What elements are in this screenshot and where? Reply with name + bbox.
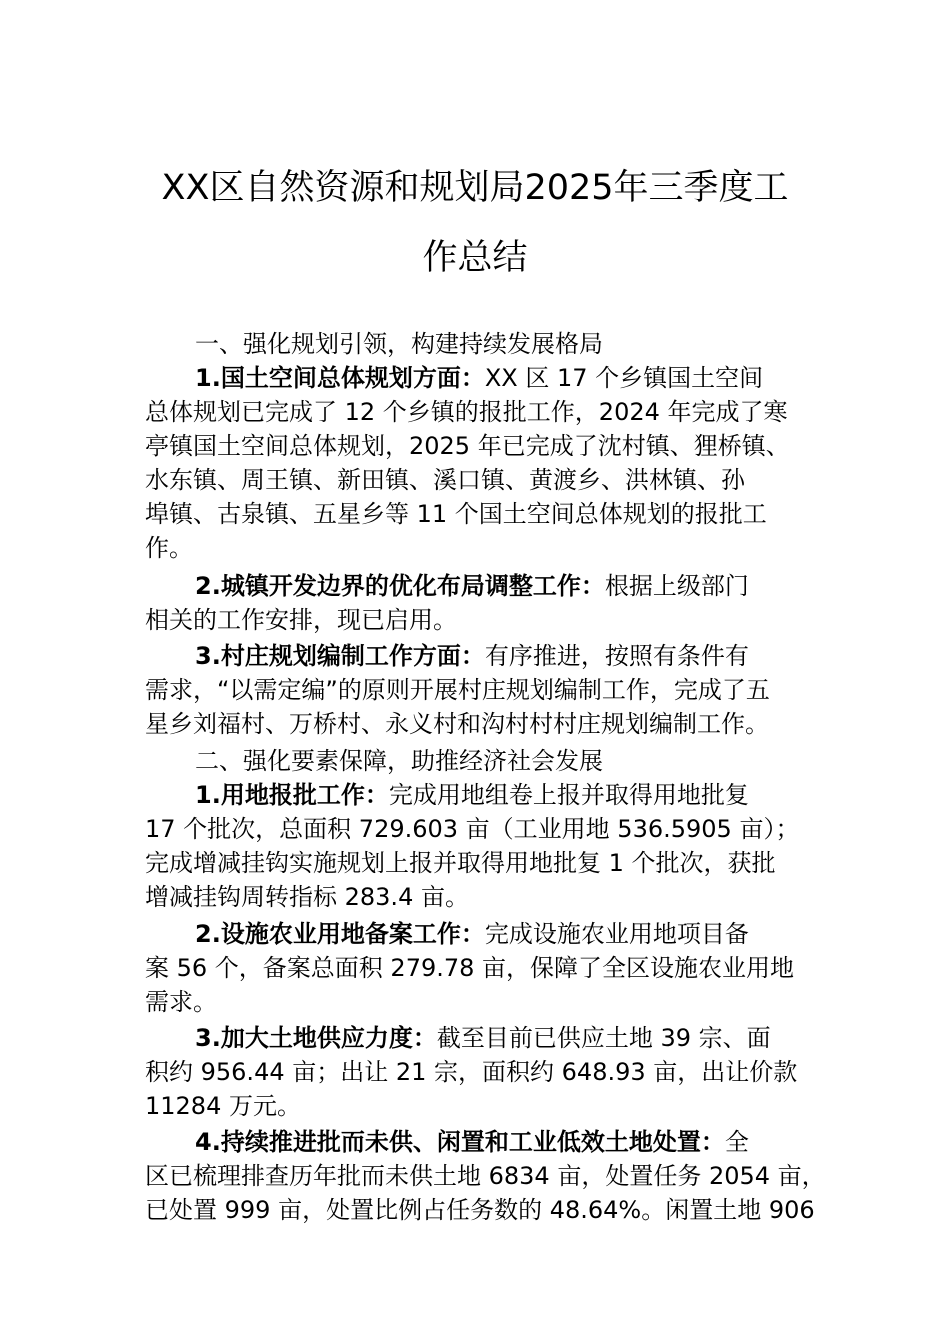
section-1-item-1-line-3: 亭镇国土空间总体规划，2025 年已完成了沈村镇、狸桥镇、	[145, 432, 790, 460]
section-2-item-2-line-2: 案 56 个，备案总面积 279.78 亩，保障了全区设施农业用地	[145, 954, 795, 982]
section-2-item-1-line-1	[195, 778, 885, 812]
section-1-item-1-line-1	[195, 361, 885, 395]
section-2-item-3-label: 3.加大土地供应力度：	[195, 1024, 437, 1052]
section-2-item-3-line-2: 积约 956.44 亩；出让 21 宗，面积约 648.93 亩，出让价款	[145, 1058, 798, 1086]
section-1-item-2-line-2: 相关的工作安排，现已启用。	[145, 606, 457, 634]
section-2-heading: 二、强化要素保障，助推经济社会发展	[195, 747, 603, 775]
section-1-item-3-line-3: 星乡刘福村、万桥村、永义村和沟村村村庄规划编制工作。	[145, 710, 769, 738]
section-1-heading: 一、强化规划引领，构建持续发展格局	[195, 330, 603, 358]
section-2-item-4-line-2: 区已梳理排查历年批而未供土地 6834 亩，处置任务 2054 亩，	[145, 1162, 826, 1190]
document-title-line-2: 作总结	[422, 238, 528, 278]
section-2-item-2-text: 完成设施农业用地项目备	[484, 920, 749, 948]
section-2-item-2-line-1	[195, 917, 885, 951]
section-2-item-2-line-3: 需求。	[145, 988, 217, 1016]
section-1-item-1-line-5: 埠镇、古泉镇、五星乡等 11 个国土空间总体规划的报批工	[145, 500, 767, 528]
section-1-item-1-line-4: 水东镇、周王镇、新田镇、溪口镇、黄渡乡、洪林镇、孙	[145, 466, 745, 494]
section-1-item-1-label: 1.国土空间总体规划方面：	[195, 364, 485, 392]
section-2-item-1-line-3: 完成增减挂钩实施规划上报并取得用地批复 1 个批次，获批	[145, 849, 776, 877]
section-1-item-3-line-2: 需求，“以需定编”的原则开展村庄规划编制工作，完成了五	[145, 676, 770, 704]
section-1-item-2-line-1	[195, 569, 885, 603]
section-2-item-2-label: 2.设施农业用地备案工作：	[195, 920, 485, 948]
section-2-item-1-line-4: 增减挂钩周转指标 283.4 亩。	[145, 883, 469, 911]
section-2-item-3-text: 截至目前已供应土地 39 宗、面	[436, 1024, 771, 1052]
section-2-item-4-text: 全	[724, 1128, 749, 1156]
section-2-item-1-text: 完成用地组卷上报并取得用地批复	[388, 781, 749, 809]
document-title-line-1: XX区自然资源和规划局2025年三季度工	[161, 168, 789, 208]
section-2-item-3-line-3: 11284 万元。	[145, 1092, 301, 1120]
section-2-item-3-line-1	[195, 1021, 885, 1055]
section-1-item-1-text: XX 区 17 个乡镇国土空间	[484, 364, 764, 392]
section-2-item-1-line-2: 17 个批次，总面积 729.603 亩（工业用地 536.5905 亩）；	[145, 815, 800, 843]
section-1-item-1-line-6: 作。	[145, 534, 193, 562]
section-1-item-2-text: 根据上级部门	[604, 572, 749, 600]
section-2-item-4-line-1	[195, 1125, 885, 1159]
section-1-item-2-label: 2.城镇开发边界的优化布局调整工作：	[195, 572, 605, 600]
section-1-item-3-text: 有序推进，按照有条件有	[484, 642, 749, 670]
section-1-item-3-line-1	[195, 639, 885, 673]
section-2-item-1-label: 1.用地报批工作：	[195, 781, 389, 809]
section-1-item-1-line-2: 总体规划已完成了 12 个乡镇的报批工作，2024 年完成了寒	[145, 398, 788, 426]
section-2-item-4-label: 4.持续推进批而未供、闲置和工业低效土地处置：	[195, 1128, 725, 1156]
section-1-item-3-label: 3.村庄规划编制工作方面：	[195, 642, 485, 670]
section-2-item-4-line-3: 已处置 999 亩，处置比例占任务数的 48.64%。闲置土地 906	[145, 1196, 815, 1224]
